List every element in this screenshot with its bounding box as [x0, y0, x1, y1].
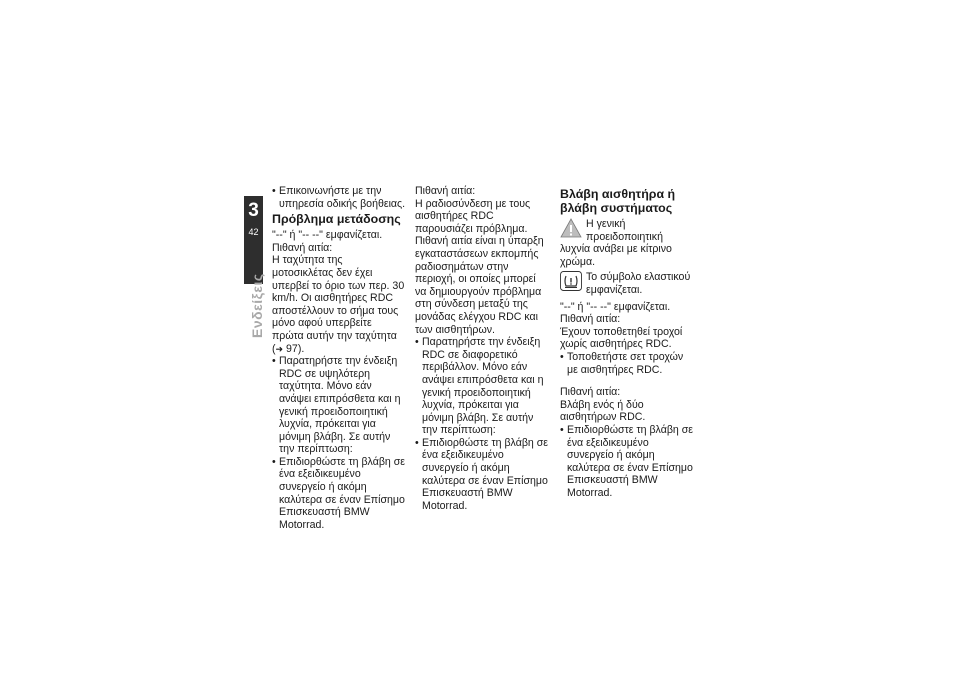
warning-text: Η γενική προειδοποιητική λυχνία ανάβει με κίτρινο χρώμα.: [560, 218, 672, 268]
display-text: "--" ή "-- --" εμφανίζεται.: [560, 300, 671, 313]
column-3: [560, 185, 694, 499]
warning-row: [560, 218, 694, 268]
warning-triangle-icon: [560, 218, 582, 238]
tire-text: Το σύμβολο ελαστικού εμφανίζεται.: [586, 271, 691, 296]
transmission-problem-heading: Πρόβλημα μετάδοσης: [272, 212, 401, 227]
list-item: • Παρατηρήστε την ένδειξη RDC σε διαφορετικό περιβάλλον. Μόνο εάν ανάψει επιπρόσθετα και η γενική προειδοποιητική λυχνία, πρόκειται για μόνιμη βλάβη. Σε αυτήν την περίπτωση:: [415, 336, 550, 437]
page-reference[interactable]: 97).: [286, 342, 305, 355]
column-1: [272, 185, 406, 531]
section-label: Ενδείξεις: [249, 273, 265, 338]
arrow-right-icon: ➜: [275, 343, 284, 354]
possible-cause-label: Πιθανή αιτία:: [272, 241, 333, 254]
list-item: • Τοποθετήστε σετ τροχών με αισθητήρες RDC.: [560, 351, 694, 376]
chapter-tab: [244, 196, 263, 284]
display-text: "--" ή "-- --" εμφανίζεται.: [272, 229, 383, 242]
list-item: • Παρατηρήστε την ένδειξη RDC σε υψηλότερη ταχύτητα. Μόνο εάν ανάψει επιπρόσθετα και η γενική προειδοποιητική λυχνία, πρόκειται για μόνιμη βλάβη. Σε αυτήν την περίπτωση:: [272, 355, 406, 456]
list-item: • Επιδιορθώστε τη βλάβη σε ένα εξειδικευμένο συνεργείο ή ακόμη καλύτερα σε έναν Επίσημο Επισκευαστή BMW Motorrad.: [560, 424, 694, 500]
cause-text: Έχουν τοποθετηθεί τροχοί χωρίς αισθητήρες RDC.: [560, 325, 683, 351]
possible-cause-label: Πιθανή αιτία:: [560, 313, 621, 326]
sensor-fault-heading: Βλάβη αισθητήρα ή βλάβη συστήματος: [560, 187, 676, 215]
possible-cause-label: Πιθανή αιτία:: [560, 386, 621, 399]
chapter-number: 3: [248, 200, 259, 221]
possible-cause-label: Πιθανή αιτία:: [415, 185, 476, 197]
list-item: • Επιδιορθώστε τη βλάβη σε ένα εξειδικευμένο συνεργείο ή ακόμη καλύτερα σε έναν Επίσημο Επισκευαστή BMW Motorrad.: [272, 456, 406, 532]
tire-pressure-icon: [560, 271, 582, 291]
tire-row: [560, 271, 694, 296]
cause-text: Η ραδιοσύνδεση με τους αισθητήρες RDC παρουσιάζει πρόβλημα. Πιθανή αιτία είναι η ύπαρξη εγκαταστάσεων εκπομπής ραδιοσημάτων στην περιοχή, οι οποίες μπορεί να δημιουργούν πρόβλημα στη σύνδεση μεταξύ της μονάδας ελέγχου RDC και των αισθητήρων.: [415, 197, 544, 336]
column-2: [415, 185, 550, 512]
cause-text: Βλάβη ενός ή δύο αισθητήρων RDC.: [560, 398, 646, 424]
intro-bullet: • Επικοινωνήστε με την υπηρεσία οδικής βοήθειας.: [272, 185, 406, 210]
page-number: 42: [248, 227, 259, 237]
list-item: • Επιδιορθώστε τη βλάβη σε ένα εξειδικευμένο συνεργείο ή ακόμη καλύτερα σε έναν Επίσημο Επισκευαστή BMW Motorrad.: [415, 437, 550, 513]
cause-text: Η ταχύτητα της μοτοσικλέτας δεν έχει υπερβεί το όριο των περ. 30 km/h. Οι αισθητήρες RDC αποστέλλουν το σήμα τους μόνο αφού υπερβείτε πρώτα αυτήν την ταχύτητα (➜ 97).: [272, 254, 405, 355]
